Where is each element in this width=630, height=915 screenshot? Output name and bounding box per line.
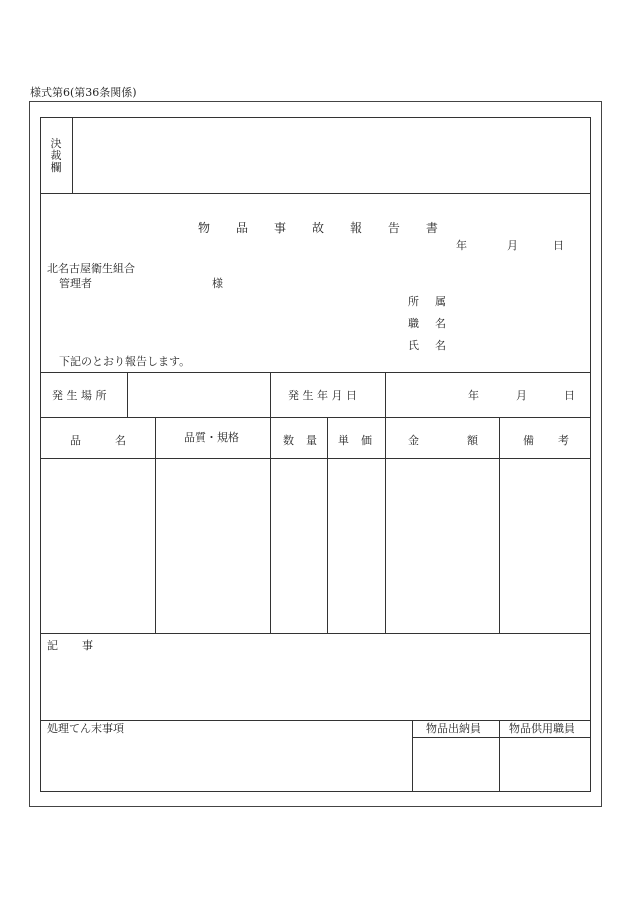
column-header-quantity: 数 量	[283, 434, 317, 447]
report-date-year: 年	[456, 239, 467, 252]
recipient-title: 管理者	[59, 277, 92, 290]
occurrence-date-field[interactable]	[386, 373, 590, 417]
notes-label: 記 事	[47, 639, 93, 652]
occurrence-place-field[interactable]	[128, 373, 270, 417]
signature-header-property-clerk: 物品出納員	[426, 722, 481, 735]
signature-header-property-user: 物品供用職員	[509, 722, 575, 735]
report-title: 物 品 事 故 報 告 書	[198, 221, 438, 235]
recipient-suffix: 様	[212, 277, 223, 290]
reporter-position-label: 職 名	[408, 317, 446, 330]
recipient-organization: 北名古屋衛生組合	[47, 262, 135, 275]
items-table-body[interactable]	[41, 459, 590, 632]
disposal-field[interactable]	[41, 738, 411, 791]
column-header-item-name: 品 名	[70, 434, 126, 447]
report-intro: 下記のとおり報告します。	[59, 355, 191, 368]
report-date-day: 日	[553, 239, 564, 252]
occurrence-date-label: 発 生 年 月 日	[288, 389, 357, 402]
occurrence-place-label: 発 生 場 所	[52, 389, 107, 402]
column-header-quality-spec: 品質・規格	[184, 431, 239, 444]
form-number-label: 様式第6(第36条関係)	[30, 86, 137, 99]
approval-label: 決 裁 欄	[50, 137, 62, 174]
approval-stamp-area[interactable]	[73, 118, 590, 193]
disposal-label: 処理てん末事項	[47, 722, 124, 735]
signature-box-property-user[interactable]	[500, 738, 590, 791]
occurrence-year: 年	[468, 389, 479, 402]
occurrence-month: 月	[516, 389, 527, 402]
column-header-amount: 金 額	[408, 434, 478, 447]
occurrence-day: 日	[564, 389, 575, 402]
report-date-month: 月	[507, 239, 518, 252]
reporter-affiliation-label: 所 属	[408, 295, 446, 308]
column-header-unit-price: 単 価	[338, 434, 372, 447]
column-header-remarks: 備 考	[523, 434, 569, 447]
reporter-name-label: 氏 名	[408, 339, 446, 352]
notes-field[interactable]	[41, 650, 590, 720]
signature-box-property-clerk[interactable]	[413, 738, 499, 791]
